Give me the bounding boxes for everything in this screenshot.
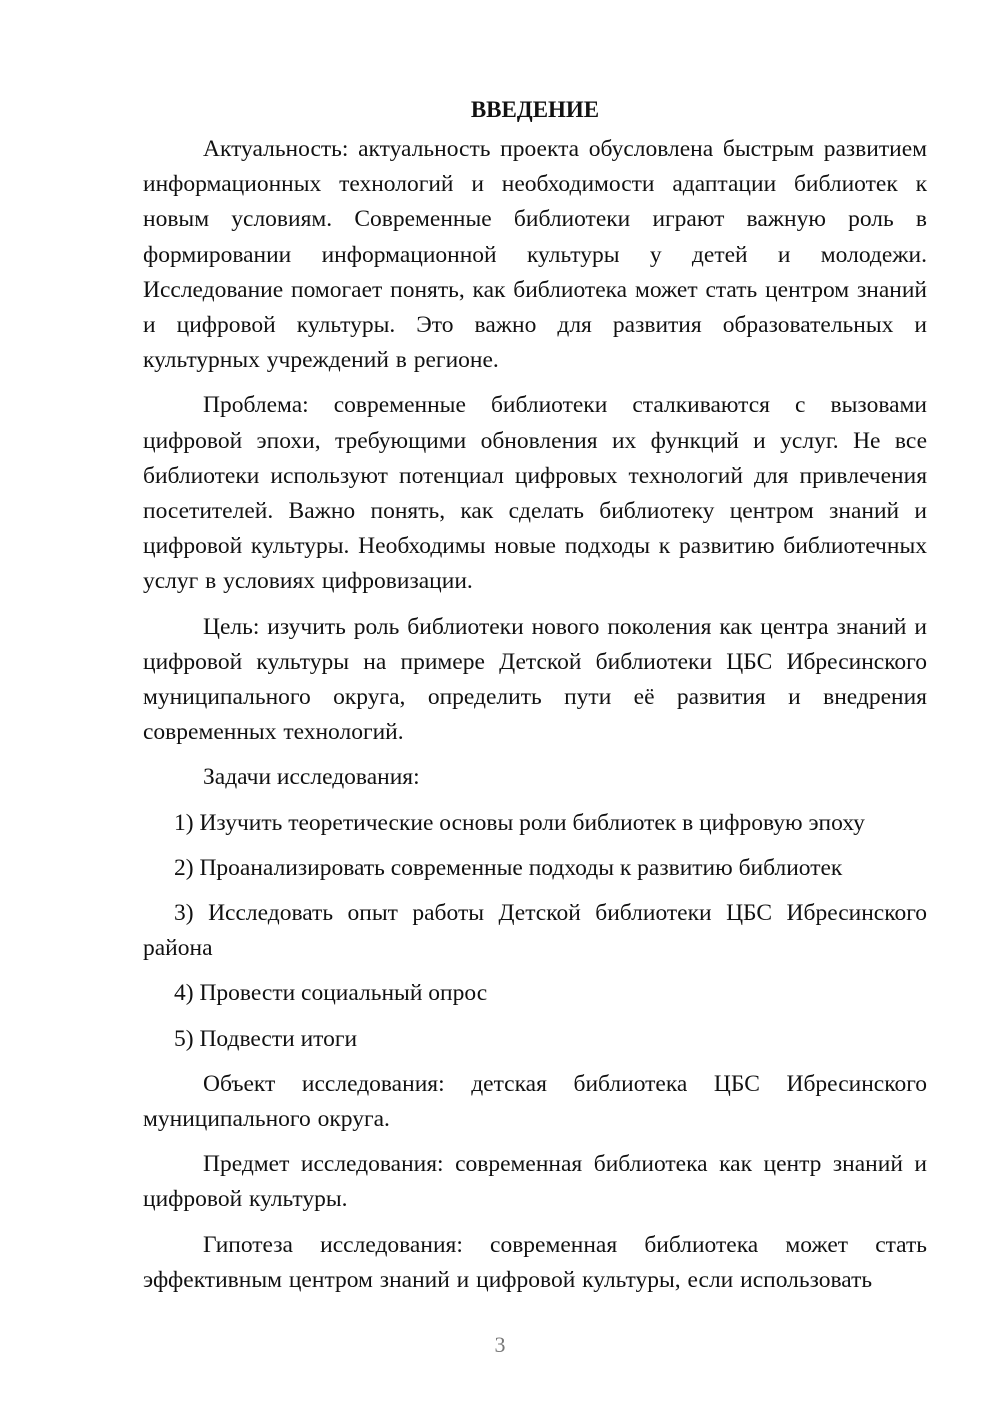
task-item-1 bbox=[143, 806, 927, 841]
paragraph-goal: Цель: изучить роль библиотеки нового поколения как центра знаний и цифровой культуры на примере Детской библиотеки ЦБС Ибресинского муниципального округа, определить пути её развития и внедрения современных технологий. bbox=[143, 613, 927, 746]
page-title: ВВЕДЕНИЕ bbox=[470, 97, 600, 122]
task-text: Провести социальный опрос bbox=[199, 980, 488, 1007]
task-number: 2) bbox=[174, 854, 194, 881]
page-number: 3 bbox=[494, 1332, 506, 1357]
paragraph-object: Объект исследования: детская библиотека ЦБС Ибресинского муниципального округа. bbox=[143, 1070, 927, 1133]
document-body bbox=[143, 92, 927, 1308]
tasks-heading: Задачи исследования: bbox=[203, 764, 420, 791]
paragraph-relevance: Актуальность: актуальность проекта обусловлена быстрым развитием информационных технологий и необходимости адаптации библиотек к новым условиям. Современные библиотеки играют важную роль в формировании информационной культуры у детей и молодежи. Исследование помогает понять, как библиотека может стать центром знаний и цифровой культуры. Это важно для развития образовательных и культурных учреждений в регионе. bbox=[143, 136, 927, 374]
task-list bbox=[143, 806, 927, 1057]
task-text: Подвести итоги bbox=[199, 1025, 358, 1052]
task-number: 5) bbox=[174, 1025, 194, 1052]
task-number: 4) bbox=[174, 980, 194, 1007]
task-item-5 bbox=[143, 1022, 927, 1057]
task-item-4 bbox=[143, 976, 927, 1011]
paragraph-problem: Проблема: современные библиотеки сталкиваются с вызовами цифровой эпохи, требующими обновления их функций и услуг. Не все библиотеки используют потенциал цифровых технологий для привлечения посетителей. Важно понять, как сделать библиотеку центром знаний и цифровой культуры. Необходимы новые подходы к развитию библиотечных услуг в условиях цифровизации. bbox=[143, 392, 927, 595]
task-item-2 bbox=[143, 851, 927, 886]
task-text: Изучить теоретические основы роли библиотек в цифровую эпоху bbox=[199, 809, 865, 836]
task-item-3 bbox=[143, 896, 927, 966]
task-number: 3) bbox=[174, 900, 194, 927]
task-text: Проанализировать современные подходы к развитию библиотек bbox=[199, 854, 843, 881]
task-number: 1) bbox=[174, 809, 194, 836]
task-text: Исследовать опыт работы Детской библиотеки ЦБС Ибресинского района bbox=[143, 900, 928, 962]
paragraph-subject: Предмет исследования: современная библиотека как центр знаний и цифровой культуры. bbox=[143, 1151, 927, 1213]
paragraph-hypothesis: Гипотеза исследования: современная библиотека может стать эффективным центром знаний и цифровой культуры, если использовать bbox=[143, 1231, 927, 1293]
